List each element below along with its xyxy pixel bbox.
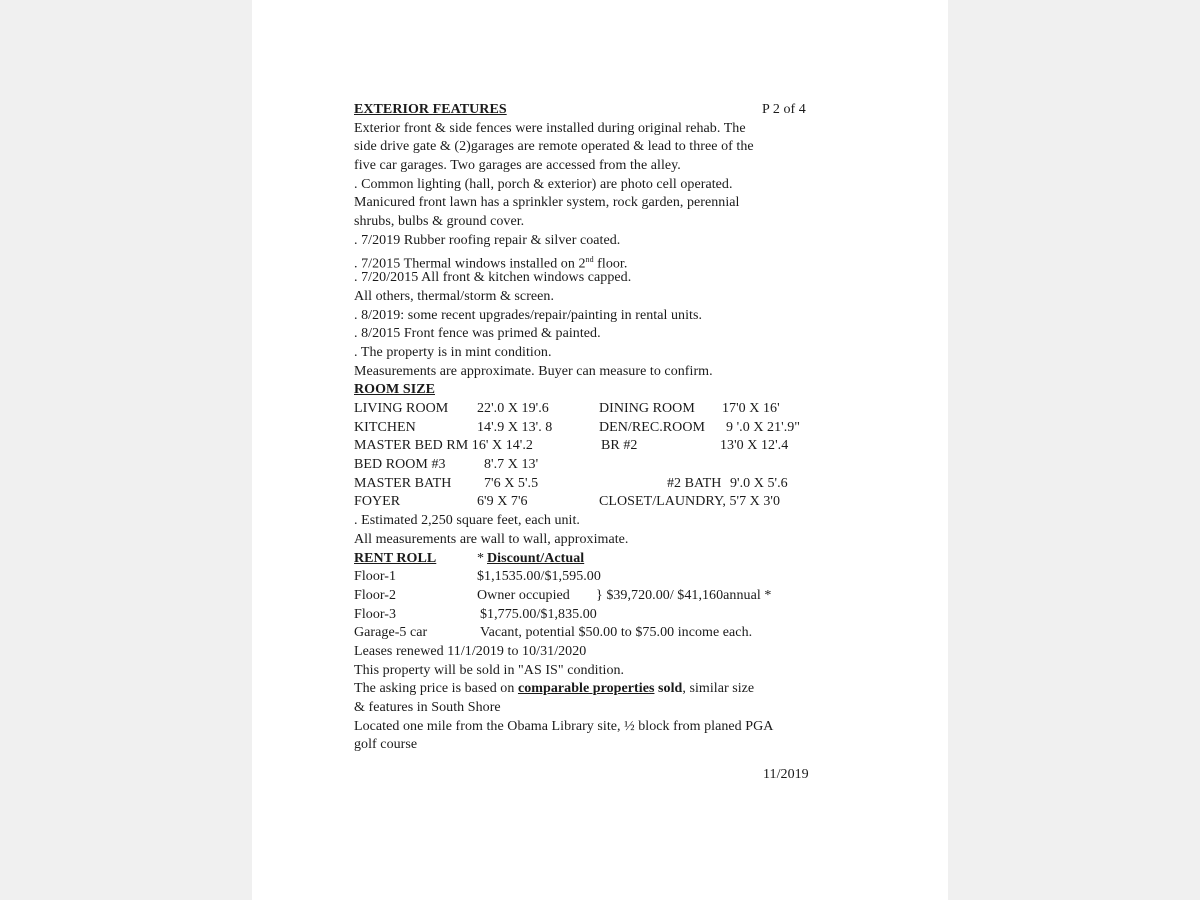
asking-price-line (354, 680, 854, 699)
room-size-heading-line (354, 381, 854, 400)
rent-row (354, 624, 854, 643)
room-name: BED ROOM #3 (354, 457, 446, 473)
as-is-line: This property will be sold in "AS IS" condition. (354, 662, 625, 678)
rent-amount: $1,1535.00/$1,595.00 (477, 569, 601, 585)
room-name: #2 BATH (667, 475, 722, 491)
exterior-line: Measurements are approximate. Buyer can measure to confirm. (354, 363, 713, 379)
exterior-line: Manicured front lawn has a sprinkler system, rock garden, perennial (354, 195, 740, 211)
room-dims: 6'9 X 7'6 (477, 494, 528, 510)
room-dims: 9 '.0 X 21'.9" (726, 419, 801, 435)
room-note: . Estimated 2,250 square feet, each unit. (354, 513, 580, 529)
document-date: 11/2019 (763, 767, 809, 783)
room-row (354, 400, 854, 419)
room-row (354, 475, 854, 494)
room-name: BR #2 (601, 438, 638, 454)
thermal-sup: nd (585, 254, 594, 264)
location-line-2: golf course (354, 737, 418, 753)
exterior-line-thermal (354, 251, 854, 270)
rent-row (354, 606, 854, 625)
room-dims: 8'.7 X 13' (484, 457, 539, 473)
asking-pre: The asking price is based on (354, 681, 518, 697)
room-name: KITCHEN (354, 419, 416, 435)
thermal-prefix: . 7/2015 Thermal windows installed on 2 (354, 256, 586, 272)
comparable-properties-link: comparable properties (517, 681, 655, 697)
document-body (354, 101, 854, 785)
exterior-line: . 8/2019: some recent upgrades/repair/painting in rental units. (354, 307, 703, 323)
rent-amount: Owner occupied (477, 587, 570, 603)
room-name: MASTER BATH (354, 475, 452, 491)
room-row (354, 493, 854, 512)
exterior-line: side drive gate & (2)garages are remote operated & lead to three of the (354, 139, 754, 155)
rent-roll-star: * (477, 550, 485, 566)
exterior-line: . 7/2019 Rubber roofing repair & silver coated. (354, 232, 621, 248)
asking-price-line-2: & features in South Shore (354, 700, 501, 715)
exterior-line: shrubs, bulbs & ground cover. (354, 214, 525, 230)
room-dims: 7'6 X 5'.5 (484, 475, 539, 491)
room-name: DEN/REC.ROOM (599, 419, 705, 435)
rent-row (354, 587, 854, 606)
section-title-rent-roll: RENT ROLL (354, 550, 437, 566)
room-row (354, 437, 854, 456)
exterior-line: five car garages. Two garages are accessed from the alley. (354, 158, 681, 174)
section-title-exterior: EXTERIOR FEATURES (354, 102, 507, 117)
room-name: CLOSET/LAUNDRY, 5'7 X 3'0 (599, 494, 781, 510)
rent-roll-heading-line (354, 550, 854, 569)
exterior-line: All others, thermal/storm & screen. (354, 288, 555, 304)
thermal-suffix: floor. (593, 256, 628, 272)
rent-roll-subheading: Discount/Actual (487, 550, 585, 566)
room-note: All measurements are wall to wall, approximate. (354, 531, 629, 547)
room-dims: 9'.0 X 5'.6 (730, 475, 788, 491)
location-line: Located one mile from the Obama Library site, ½ block from planed PGA (354, 718, 774, 734)
asking-bold: sold (654, 681, 683, 697)
room-dims: 13'0 X 12'.4 (720, 438, 789, 454)
room-name: MASTER BED RM 16' X 14'.2 (354, 438, 533, 454)
exterior-line: Exterior front & side fences were installed during original rehab. The (354, 120, 746, 136)
exterior-line: . Common lighting (hall, porch & exterior) are photo cell operated. (354, 176, 733, 192)
rent-unit: Garage-5 car (354, 625, 428, 641)
room-name: DINING ROOM (599, 401, 695, 416)
rent-total: } $39,720.00/ $41,160annual * (596, 587, 772, 603)
room-name: LIVING ROOM (354, 401, 449, 416)
exterior-line: . 8/2015 Front fence was primed & painted. (354, 326, 601, 342)
date-line (354, 766, 854, 785)
room-dims: 17'0 X 16' (722, 401, 780, 416)
rent-unit: Floor-2 (354, 587, 397, 603)
leases-line: Leases renewed 11/1/2019 to 10/31/2020 (354, 643, 587, 659)
rent-row (354, 568, 854, 587)
asking-post: , similar size (682, 681, 755, 697)
rent-amount: $1,775.00/$1,835.00 (480, 606, 597, 622)
header-line (354, 101, 854, 120)
rent-unit: Floor-3 (354, 606, 397, 622)
section-title-room-size: ROOM SIZE (354, 382, 435, 398)
room-dims: 22'.0 X 19'.6 (477, 401, 549, 416)
page-label: P 2 of 4 (762, 102, 806, 117)
rent-unit: Floor-1 (354, 569, 397, 585)
exterior-line: . The property is in mint condition. (354, 344, 552, 360)
room-dims: 14'.9 X 13'. 8 (477, 419, 553, 435)
exterior-line: . 7/20/2015 All front & kitchen windows capped. (354, 270, 632, 286)
room-name: FOYER (354, 494, 401, 510)
room-row (354, 419, 854, 438)
room-row (354, 456, 854, 475)
rent-amount: Vacant, potential $50.00 to $75.00 income each. (480, 625, 753, 641)
